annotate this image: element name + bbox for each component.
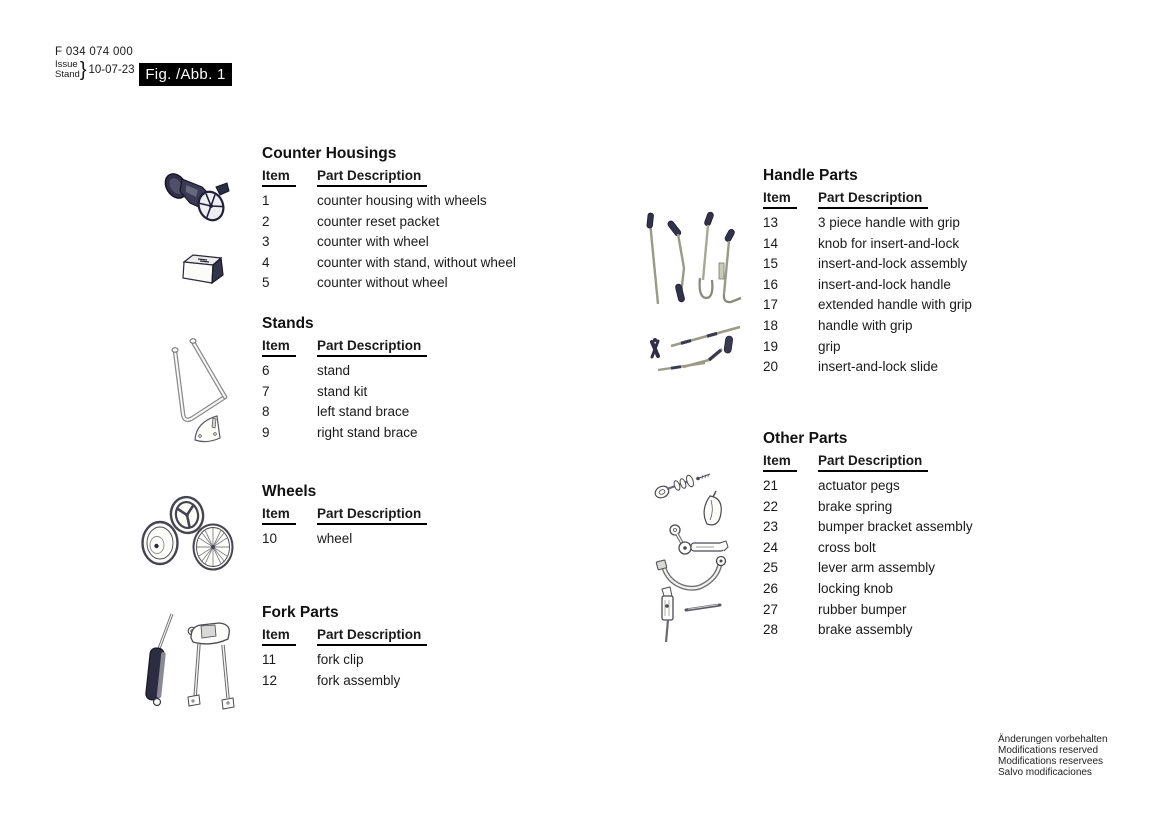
item-number: 3 xyxy=(262,234,270,250)
figure-label-box: Fig. /Abb. 1 xyxy=(139,63,232,86)
table-row xyxy=(763,215,1083,236)
disc-wheel-icon xyxy=(143,522,178,564)
handle-parts-drawing xyxy=(640,208,744,313)
item-number: 27 xyxy=(763,601,779,617)
brace-glyph: } xyxy=(79,59,87,81)
footer-line: Modifications reservees xyxy=(998,755,1104,767)
part-description: grip xyxy=(818,338,841,354)
table-header xyxy=(262,338,582,355)
item-number: 6 xyxy=(262,363,270,378)
column-description: Part Description xyxy=(317,338,427,357)
part-description: lever arm assembly xyxy=(818,560,936,576)
table-row xyxy=(763,622,1083,643)
table-row xyxy=(262,384,582,405)
table-row xyxy=(763,318,1083,339)
table-row xyxy=(763,540,1083,561)
rubber-bumper-icon xyxy=(704,491,721,525)
item-number: 2 xyxy=(262,213,270,229)
table-row xyxy=(262,531,582,552)
knob-icon xyxy=(652,338,658,357)
part-description: wheel xyxy=(317,531,353,546)
table-header xyxy=(262,168,582,185)
table-row xyxy=(262,652,582,673)
document-part-number: F 034 074 000 xyxy=(55,46,134,58)
reset-packet-icon xyxy=(183,255,223,283)
part-description: actuator pegs xyxy=(818,478,900,493)
item-number: 11 xyxy=(262,652,277,667)
table-row xyxy=(262,234,582,255)
table-header xyxy=(763,190,1083,207)
item-number: 28 xyxy=(763,622,779,638)
stand-icon xyxy=(172,339,225,420)
section-title: Wheels xyxy=(262,483,317,500)
footer-line: Modifications reserved xyxy=(998,744,1099,756)
table-row xyxy=(763,236,1083,257)
item-number: 5 xyxy=(262,275,270,291)
column-item: Item xyxy=(262,168,296,187)
part-description: stand xyxy=(317,363,351,378)
table-row xyxy=(763,339,1083,360)
item-number: 16 xyxy=(763,276,779,292)
counter-housing-drawing xyxy=(156,167,232,233)
table-body xyxy=(763,215,1083,380)
table-row xyxy=(763,499,1083,520)
part-description: counter reset packet xyxy=(317,213,440,229)
item-number: 22 xyxy=(763,498,779,514)
table-row xyxy=(763,560,1083,581)
table-row xyxy=(763,602,1083,623)
item-number: 4 xyxy=(262,254,270,270)
item-number: 7 xyxy=(262,383,270,399)
item-number: 20 xyxy=(763,359,779,375)
table-body xyxy=(262,193,582,296)
part-description: fork clip xyxy=(317,652,364,667)
loop-handle-icon xyxy=(700,211,715,298)
part-description: 3 piece handle with grip xyxy=(818,215,960,230)
document-header xyxy=(55,46,135,80)
part-description: knob for insert-and-lock xyxy=(818,235,960,251)
item-number: 26 xyxy=(763,580,779,596)
item-number: 13 xyxy=(763,215,779,230)
fork-assembly-icon xyxy=(188,623,234,709)
table-row xyxy=(262,275,582,296)
part-description: rubber bumper xyxy=(818,601,907,617)
section-other-parts xyxy=(763,430,1083,643)
table-row xyxy=(763,256,1083,277)
column-description: Part Description xyxy=(317,627,427,646)
part-description: counter without wheel xyxy=(317,275,448,291)
table-body xyxy=(262,531,582,552)
table-body xyxy=(262,363,582,445)
part-description: cross bolt xyxy=(818,539,876,555)
part-description: insert-and-lock slide xyxy=(818,359,939,375)
column-description: Part Description xyxy=(818,453,928,472)
item-number: 18 xyxy=(763,317,779,333)
stand-brace-icon xyxy=(195,416,220,442)
table-row xyxy=(763,297,1083,318)
table-row xyxy=(763,519,1083,540)
item-number: 14 xyxy=(763,235,779,251)
item-number: 15 xyxy=(763,256,779,272)
bumper-bracket-icon xyxy=(656,557,725,589)
item-number: 8 xyxy=(262,404,270,420)
table-row xyxy=(763,478,1083,499)
item-number: 24 xyxy=(763,539,779,555)
reset-packet-drawing xyxy=(179,251,225,285)
table-row xyxy=(262,404,582,425)
part-description: brake assembly xyxy=(818,622,913,638)
fork-parts-drawing xyxy=(140,612,238,712)
table-row xyxy=(262,214,582,235)
slide-rod-icon xyxy=(658,363,705,370)
column-description: Part Description xyxy=(317,168,427,187)
column-item: Item xyxy=(763,453,797,472)
table-row xyxy=(763,277,1083,298)
column-item: Item xyxy=(262,506,296,525)
table-header xyxy=(262,506,582,523)
part-description: right stand brace xyxy=(317,424,418,440)
handle-with-grips-icon xyxy=(667,220,685,303)
part-description: counter with wheel xyxy=(317,234,429,250)
issue-stand-labels xyxy=(55,60,80,80)
part-description: insert-and-lock handle xyxy=(818,276,951,292)
section-stands xyxy=(262,315,582,445)
issue-date: 10-07-23 xyxy=(88,64,135,76)
section-title: Stands xyxy=(262,315,314,332)
cross-bolt-icon xyxy=(686,605,720,610)
part-description: fork assembly xyxy=(317,672,401,688)
table-row xyxy=(763,581,1083,602)
table-row xyxy=(262,425,582,446)
item-number: 19 xyxy=(763,338,779,354)
stand-label: Stand xyxy=(55,69,80,80)
issue-label: Issue xyxy=(55,59,78,70)
footer-line: Salvo modificaciones xyxy=(998,766,1092,778)
footer-line: Änderungen vorbehalten xyxy=(998,734,1108,745)
table-row xyxy=(262,363,582,384)
part-description: locking knob xyxy=(818,580,894,596)
column-item: Item xyxy=(763,190,797,209)
section-fork-parts xyxy=(262,604,582,693)
lever-arm-icon xyxy=(670,525,728,554)
handle-rods-drawing xyxy=(643,323,745,381)
part-description: counter housing with wheels xyxy=(317,193,487,208)
section-counter-housings xyxy=(262,145,582,296)
item-number: 21 xyxy=(763,478,779,493)
bent-foot-handle-icon xyxy=(719,228,741,302)
table-row xyxy=(763,359,1083,380)
column-item: Item xyxy=(262,338,296,357)
stand-drawing xyxy=(163,336,231,444)
column-item: Item xyxy=(262,627,296,646)
straight-handle-icon xyxy=(647,213,658,304)
part-description: counter with stand, without wheel xyxy=(317,254,516,270)
item-number: 1 xyxy=(262,193,270,208)
table-body xyxy=(763,478,1083,643)
table-body xyxy=(262,652,582,693)
section-wheels xyxy=(262,483,582,552)
section-title: Counter Housings xyxy=(262,145,397,162)
part-description: insert-and-lock assembly xyxy=(818,256,968,272)
actuator-peg-icon xyxy=(653,474,695,500)
part-description: brake spring xyxy=(818,498,893,514)
table-row xyxy=(262,193,582,214)
fork-clip-icon xyxy=(145,614,172,706)
section-title: Fork Parts xyxy=(262,604,339,621)
part-description: left stand brace xyxy=(317,404,410,420)
brake-assembly-icon xyxy=(662,587,673,642)
screw-icon xyxy=(696,474,710,480)
part-description: bumper bracket assembly xyxy=(818,519,973,535)
counter-housing-icon xyxy=(161,170,229,224)
table-row xyxy=(262,673,582,694)
section-handle-parts xyxy=(763,167,1083,380)
item-number: 9 xyxy=(262,424,270,440)
item-number: 23 xyxy=(763,519,779,535)
part-description: stand kit xyxy=(317,383,368,399)
rights-notice xyxy=(998,735,1108,779)
spoked-wheel-icon xyxy=(194,525,233,570)
item-number: 25 xyxy=(763,560,779,576)
column-description: Part Description xyxy=(818,190,928,209)
item-number: 12 xyxy=(262,672,278,688)
section-title: Handle Parts xyxy=(763,167,858,184)
grip-icon xyxy=(724,336,733,354)
table-header xyxy=(262,627,582,644)
other-parts-drawing xyxy=(650,468,732,648)
part-description: extended handle with grip xyxy=(818,297,972,313)
issue-date-block xyxy=(55,60,135,80)
column-description: Part Description xyxy=(317,506,427,525)
item-number: 10 xyxy=(262,531,278,546)
table-header xyxy=(763,453,1083,470)
section-title: Other Parts xyxy=(763,430,848,447)
wheels-drawing xyxy=(138,492,236,576)
table-row xyxy=(262,255,582,276)
part-description: handle with grip xyxy=(818,317,913,333)
item-number: 17 xyxy=(763,297,779,313)
